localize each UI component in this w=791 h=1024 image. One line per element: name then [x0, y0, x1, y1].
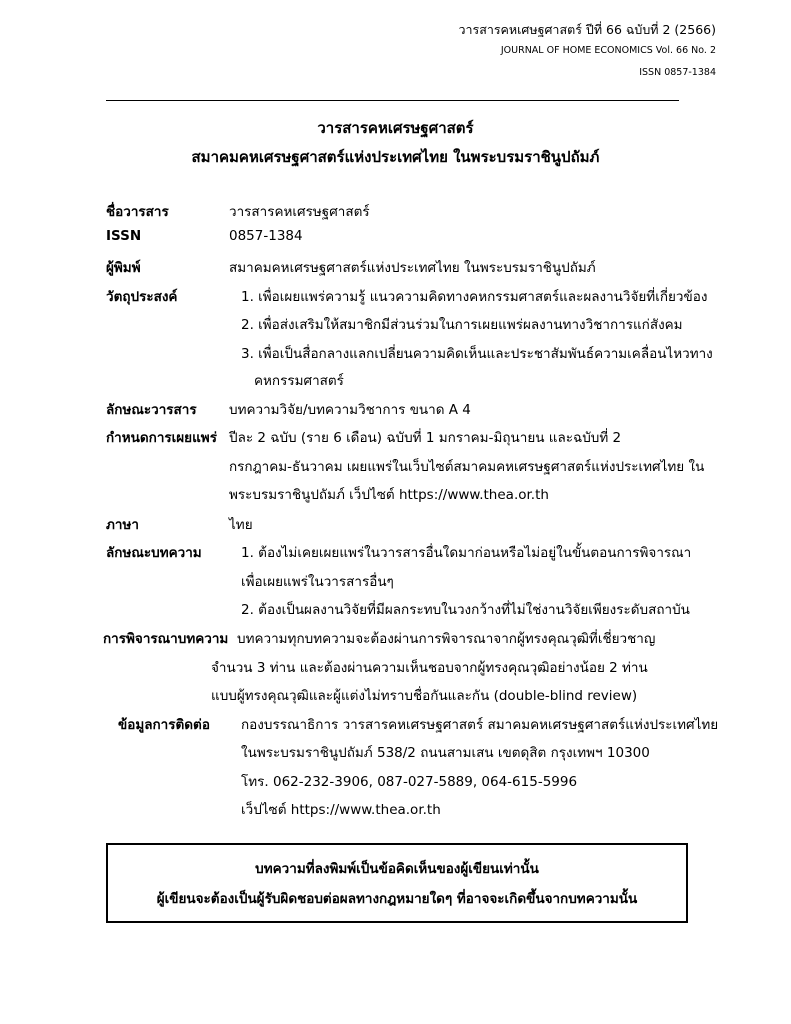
article-type-line: เพื่อเผยแพร่ในวารสารอื่นๆ — [241, 574, 394, 590]
objective-item: 2. เพื่อส่งเสริมให้สมาชิกมีส่วนร่วมในการเผยแพร่ผลงานทางวิชาการแก่สังคม — [241, 317, 683, 333]
language-label: ภาษา — [106, 517, 139, 533]
article-type-label: ลักษณะบทความ — [106, 545, 202, 561]
contact-label: ข้อมูลการติดต่อ — [118, 717, 210, 733]
running-header-thai: วารสารคหเศษฐศาสตร์ ปีที่ 66 ฉบับที่ 2 (2566) — [458, 22, 716, 37]
objective-item-continuation: คหกรรมศาสตร์ — [254, 373, 344, 389]
schedule-line: พระบรมราชินูปถัมภ์ เว็ปไซต์ https://www.thea.or.th — [229, 487, 549, 503]
publisher-value: สมาคมคหเศรษฐศาสตร์แห่งประเทศไทย ในพระบรมราชินูปถัมภ์ — [229, 260, 596, 276]
journal-type-value: บทความวิจัย/บทความวิชาการ ขนาด A 4 — [229, 402, 471, 418]
issn-label: ISSN — [106, 228, 142, 244]
schedule-line: ปีละ 2 ฉบับ (ราย 6 เดือน) ฉบับที่ 1 มกราคม-มิถุนายน และฉบับที่ 2 — [229, 430, 622, 446]
header-divider — [106, 100, 679, 101]
publisher-label: ผู้พิมพ์ — [106, 260, 141, 276]
disclaimer-line: ผู้เขียนจะต้องเป็นผู้รับผิดชอบต่อผลทางกฎหมายใดๆ ที่อาจจะเกิดขึ้นจากบทความนั้น — [156, 891, 638, 907]
review-label: การพิจารณาบทความ — [103, 631, 229, 647]
objectives-label: วัตถุประสงค์ — [106, 289, 178, 305]
running-header-english: JOURNAL OF HOME ECONOMICS Vol. 66 No. 2 — [500, 45, 716, 56]
issn-value: 0857-1384 — [229, 228, 303, 244]
contact-website: เว็ปไซต์ https://www.thea.or.th — [241, 802, 441, 818]
journal-name-value: วารสารคหเศรษฐศาสตร์ — [229, 204, 370, 220]
disclaimer-box — [106, 843, 688, 923]
disclaimer-line: บทความที่ลงพิมพ์เป็นข้อคิดเห็นของผู้เขียนเท่านั้น — [255, 861, 539, 877]
objective-item: 1. เพื่อเผยแพร่ความรู้ แนวความคิดทางคหกรรมศาสตร์และผลงานวิจัยที่เกี่ยวข้อง — [241, 289, 708, 305]
review-line: จำนวน 3 ท่าน และต้องผ่านความเห็นชอบจากผู้ทรงคุณวุฒิอย่างน้อย 2 ท่าน — [211, 660, 648, 676]
article-type-line: 2. ต้องเป็นผลงานวิจัยที่มีผลกระทบในวงกว้างที่ไม่ใช่งานวิจัยเพียงระดับสถาบัน — [241, 602, 690, 618]
journal-title: วารสารคหเศรษฐศาสตร์ — [317, 119, 474, 137]
association-title: สมาคมคหเศรษฐศาสตร์แห่งประเทศไทย ในพระบรมราชินูปถัมภ์ — [191, 148, 600, 166]
journal-type-label: ลักษณะวารสาร — [106, 402, 197, 418]
review-line: บทความทุกบทความจะต้องผ่านการพิจารณาจากผู้ทรงคุณวุฒิที่เชี่ยวชาญ — [237, 631, 656, 647]
schedule-label: กำหนดการเผยแพร่ — [106, 430, 217, 446]
contact-line: ในพระบรมราชินูปถัมภ์ 538/2 ถนนสามเสน เขตดุสิต กรุงเทพฯ 10300 — [241, 745, 650, 761]
journal-name-label: ชื่อวารสาร — [106, 204, 169, 220]
schedule-line: กรกฎาคม-ธันวาคม เผยแพร่ในเว็บไซต์สมาคมคหเศรษฐศาสตร์แห่งประเทศไทย ใน — [229, 459, 705, 475]
review-line: แบบผู้ทรงคุณวุฒิและผู้แต่งไม่ทราบชื่อกันและกัน (double-blind review) — [211, 688, 638, 704]
objective-item: 3. เพื่อเป็นสื่อกลางแลกเปลี่ยนความคิดเห็นและประชาสัมพันธ์ความเคลื่อนไหวทาง — [241, 346, 713, 362]
language-value: ไทย — [229, 517, 253, 533]
contact-line: กองบรรณาธิการ วารสารคหเศรษฐศาสตร์ สมาคมคหเศรษฐศาสตร์แห่งประเทศไทย — [241, 717, 719, 733]
contact-phone: โทร. 062-232-3906, 087-027-5889, 064-615-5996 — [241, 774, 578, 790]
article-type-line: 1. ต้องไม่เคยเผยแพร่ในวารสารอื่นใดมาก่อนหรือไม่อยู่ในขั้นตอนการพิจารณา — [241, 545, 692, 561]
running-header-issn: ISSN 0857-1384 — [639, 67, 716, 78]
